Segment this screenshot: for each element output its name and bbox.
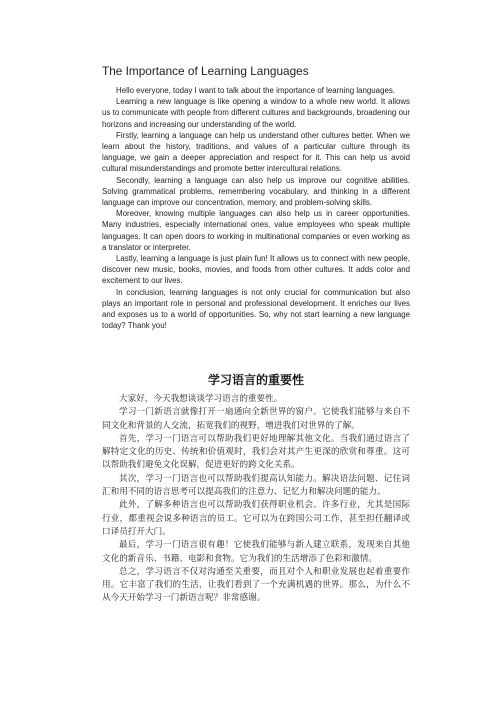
english-paragraph-moreover: Moreover, knowing multiple languages can also help us in career opportunities. Many industries, especially international ones, value employees who speak multiple languages. It can open doors to working in multinational companies or even working as a translator or interpreter. [102, 209, 410, 252]
chinese-paragraph-greeting: 大家好，今天我想谈谈学习语言的重要性。 [119, 394, 283, 404]
chinese-paragraph-lastly: 最后，学习一门语言很有趣！它使我们能够与新人建立联系，发现来自其他文化的新音乐、书籍、电影和食物。它为我们的生活增添了色彩和激情。 [102, 540, 410, 564]
english-paragraph-lastly: Lastly, learning a language is just plain fun! It allows us to connect with new people, discover new music, books, movies, and foods from other cultures. It adds color and excitement to our lives. [102, 254, 410, 286]
chinese-speech [102, 372, 410, 606]
chinese-paragraph-intro: 学习一门新语言就像打开一扇通向全新世界的窗户。它使我们能够与来自不同文化和背景的人交流，拓宽我们的视野，增进我们对世界的了解。 [102, 407, 410, 431]
chinese-paragraph-moreover: 此外，了解多种语言也可以帮助我们获得职业机会。许多行业，尤其是国际行业，都重视会说多种语言的员工。它可以为在跨国公司工作，甚至担任翻译或口译员打开大门。 [102, 500, 410, 537]
english-paragraph-firstly: Firstly, learning a language can help us understand other cultures better. When we learn about the history, traditions, and values of a particular culture through its language, we gain a deeper appreciation and respect for it. This can help us avoid cultural misunderstandings and promote better intercultural relations. [102, 130, 410, 174]
english-speech [102, 64, 410, 331]
chinese-paragraph-conclusion: 总之，学习语言不仅对沟通至关重要，而且对个人和职业发展也起着重要作用。它丰富了我们的生活，让我们看到了一个充满机遇的世界。那么，为什么不从今天开始学习一门新语言呢？非常感谢。 [102, 566, 410, 604]
english-paragraph-greeting: Hello everyone, today I want to talk about the importance of learning languages. [116, 86, 395, 95]
english-paragraph-conclusion: In conclusion, learning languages is not only crucial for communication but also plays an important role in personal and professional development. It enriches our lives and exposes us to a world of opportunities. So, why not start learning a new language today? Thank you! [102, 287, 410, 331]
english-title: The Importance of Learning Languages [102, 64, 309, 78]
english-paragraph-secondly: Secondly, learning a language can also help us improve our cognitive abilities. Solving grammatical problems, remembering vocabulary, and thinking in a different language can improve our concentration, memory, and problem-solving skills. [102, 175, 410, 208]
chinese-paragraph-secondly: 其次，学习一门语言也可以帮助我们提高认知能力。解决语法问题、记住词汇和用不同的语言思考可以提高我们的注意力、记忆力和解决问题的能力。 [102, 473, 410, 498]
chinese-paragraph-firstly: 首先，学习一门语言可以帮助我们更好地理解其他文化。当我们通过语言了解特定文化的历史、传统和价值观时，我们会对其产生更深的欣赏和尊重。这可以帮助我们避免文化误解，促进更好的跨文化关系。 [102, 433, 410, 471]
chinese-title: 学习语言的重要性 [207, 373, 304, 387]
english-paragraph-intro: Learning a new language is like opening a window to a whole new world. It allows us to communicate with people from different cultures and backgrounds, broadening our horizons and increasing our understanding of the world. [102, 97, 410, 129]
